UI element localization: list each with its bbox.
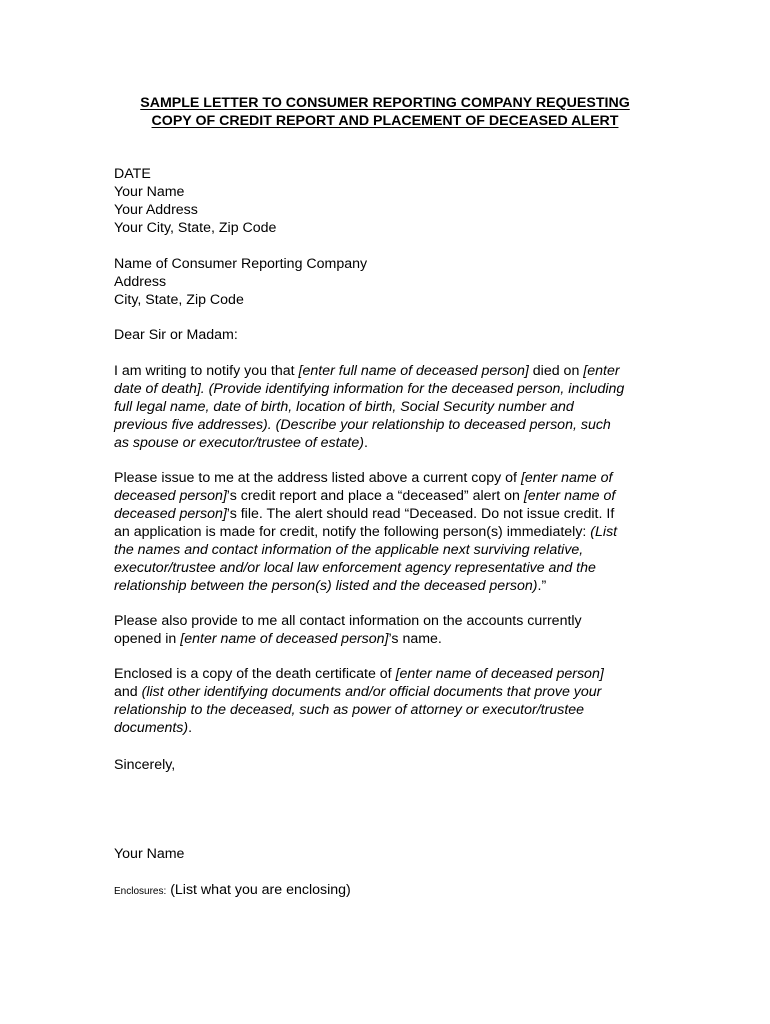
closing-text: Sincerely, <box>114 757 176 773</box>
paragraph-line: relationship between the person(s) listed and the deceased person).” <box>114 578 547 594</box>
paragraph-line: executor/trustee and/or local law enforcement agency representative and the <box>114 560 596 576</box>
enclosures <box>114 881 674 901</box>
paragraph-line: as spouse or executor/trustee of estate). <box>114 435 368 451</box>
paragraph-line: deceased person]’s file. The alert should read “Deceased. Do not issue credit. If <box>114 506 615 522</box>
salutation-text: Dear Sir or Madam: <box>114 327 238 343</box>
paragraph-enclosed <box>114 665 674 737</box>
paragraph-line: I am writing to notify you that [enter full name of deceased person] died on [enter <box>114 363 620 379</box>
paragraph-line: Enclosed is a copy of the death certificate of [enter name of deceased person] <box>114 666 604 682</box>
enclosures-label: Enclosures: <box>114 886 167 897</box>
paragraph-line: Please also provide to me all contact information on the accounts currently <box>114 613 582 629</box>
paragraph-line: date of death]. (Provide identifying information for the deceased person, including <box>114 381 625 397</box>
paragraph-line: previous five addresses). (Describe your relationship to deceased person, such <box>114 417 611 433</box>
paragraph-request <box>114 469 674 595</box>
salutation <box>114 326 674 344</box>
paragraph-line: full legal name, date of birth, location of birth, Social Security number and <box>114 399 574 415</box>
sender-date: DATE <box>114 166 151 182</box>
paragraph-line: relationship to the deceased, such as power of attorney or executor/trustee <box>114 702 585 718</box>
paragraph-line: an application is made for credit, notify the following person(s) immediately: (List <box>114 524 618 540</box>
enclosures-text: (List what you are enclosing) <box>166 882 351 898</box>
title-line-1: SAMPLE LETTER TO CONSUMER REPORTING COMPANY REQUESTING <box>140 95 630 111</box>
paragraph-line: deceased person]’s credit report and place a “deceased” alert on [enter name of <box>114 488 616 504</box>
sender-name: Your Name <box>114 184 185 200</box>
letter-title <box>0 94 770 130</box>
recipient-block <box>114 255 674 309</box>
paragraph-line: documents). <box>114 720 193 736</box>
paragraph-contact-info <box>114 612 674 648</box>
paragraph-line: and (list other identifying documents and/or official documents that prove your <box>114 684 602 700</box>
recipient-city-state-zip: City, State, Zip Code <box>114 292 244 308</box>
paragraph-notification <box>114 362 674 452</box>
closing <box>114 756 674 774</box>
sender-address: Your Address <box>114 202 198 218</box>
signature-name: Your Name <box>114 846 185 862</box>
paragraph-line: Please issue to me at the address listed above a current copy of [enter name of <box>114 470 613 486</box>
sender-city-state-zip: Your City, State, Zip Code <box>114 220 277 236</box>
recipient-address: Address <box>114 274 167 290</box>
paragraph-line: the names and contact information of the applicable next surviving relative, <box>114 542 584 558</box>
title-line-2: COPY OF CREDIT REPORT AND PLACEMENT OF DECEASED ALERT <box>151 113 619 129</box>
sender-block <box>114 165 674 237</box>
signature <box>114 845 674 863</box>
recipient-company: Name of Consumer Reporting Company <box>114 256 368 272</box>
paragraph-line: opened in [enter name of deceased person]’s name. <box>114 631 442 647</box>
